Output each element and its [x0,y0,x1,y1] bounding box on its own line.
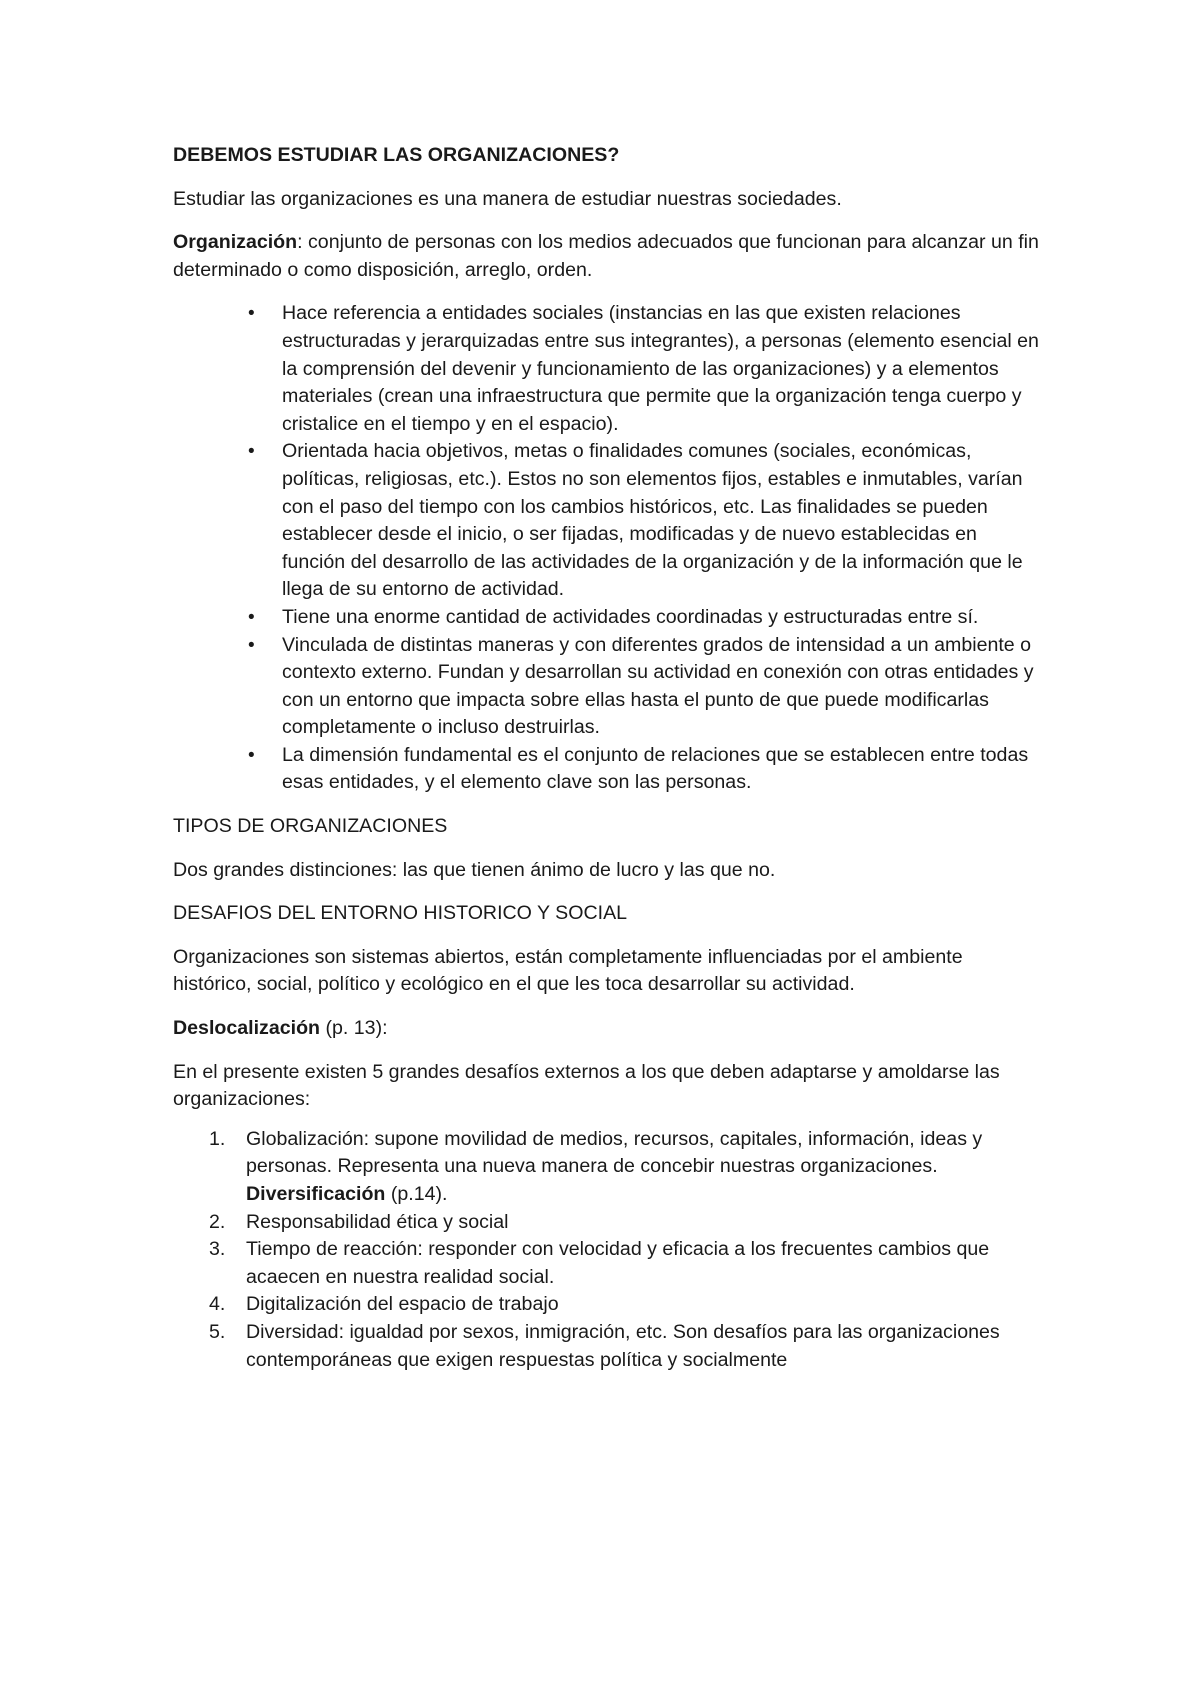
list-item: • La dimensión fundamental es el conjunto de relaciones que se establecen entre todas esas entidades, y el elemento clave son las personas. [282,742,1043,797]
list-number: 3. [209,1238,226,1261]
list-item: • Hace referencia a entidades sociales (instancias en las que existen relaciones estructuradas y jerarquizadas entre sus integrantes), a personas (elemento esencial en la comprensión del devenir y funcionamiento de las organizaciones) y a elementos materiales (crean una infraestructura que permite que la organización tenga cuerpo y cristalice en el tiempo y en el espacio). [282,300,1043,438]
list-item: • Vinculada de distintas maneras y con diferentes grados de intensidad a un ambiente o contexto externo. Fundan y desarrollan su actividad en conexión con otras entidades y con un entorno que impacta sobre ellas hasta el punto de que puede modificarlas completamente o incluso destruirlas. [282,632,1043,742]
list-item-text: Digitalización del espacio de trabajo [246,1293,559,1316]
list-number: 1. [209,1127,226,1150]
list-item-text: Responsabilidad ética y social [246,1210,509,1233]
desafios-heading: DESAFIOS DEL ENTORNO HISTORICO Y SOCIAL [173,902,628,925]
list-item [209,1126,1043,1209]
list-number: 4. [209,1293,226,1316]
definition-paragraph [173,229,1043,284]
list-item-text: Diversidad: igualdad por sexos, inmigración, etc. Son desafíos para las organizaciones contemporáneas que exigen respuestas política y socialmente [246,1320,1000,1371]
characteristics-list [173,300,1043,797]
tipos-paragraph: Dos grandes distinciones: las que tienen ánimo de lucro y las que no. [173,858,776,881]
deslocalizacion-term: Deslocalización [173,1017,321,1040]
list-item-after: (p.14). [385,1183,448,1205]
list-item: • Tiene una enorme cantidad de actividades coordinadas y estructuradas entre sí. [282,604,1043,632]
tipos-heading: TIPOS DE ORGANIZACIONES [173,815,448,838]
list-item [209,1209,1043,1237]
deslocalizacion-paragraph [173,1015,1043,1043]
list-item [209,1291,1043,1319]
list-item-text: Tiempo de reacción: responder con velocidad y eficacia a los frecuentes cambios que acaecen en nuestra realidad social. [246,1238,990,1288]
list-item [209,1319,1043,1374]
list-item: • Orientada hacia objetivos, metas o finalidades comunes (sociales, económicas, políticas, religiosas, etc.). Estos no son elementos fijos, estables e inmutables, varían con el paso del tiempo con los cambios históricos, etc. Las finalidades se pueden establecer desde el inicio, o ser fijadas, modificadas y de nuevo establecidas en función del desarrollo de las actividades de la organización y de la información que le llega de su entorno de actividad. [282,438,1043,604]
list-item [209,1236,1043,1291]
document-title: DEBEMOS ESTUDIAR LAS ORGANIZACIONES? [173,144,620,166]
list-number: 5. [209,1320,226,1343]
deslocalizacion-ref: (p. 13): [320,1017,388,1040]
retos-intro-paragraph: En el presente existen 5 grandes desafíos externos a los que deben adaptarse y amoldarse las organizaciones: [173,1060,1000,1111]
list-number: 2. [209,1210,226,1233]
document-page [173,142,1043,1374]
list-item-text: Globalización: supone movilidad de medios, recursos, capitales, información, ideas y personas. Representa una nueva manera de concebir nuestras organizaciones. [246,1127,983,1178]
intro-paragraph: Estudiar las organizaciones es una manera de estudiar nuestras sociedades. [173,187,842,210]
definition-term: Organización [173,231,298,254]
list-item-bold: Diversificación [246,1183,386,1205]
desafios-paragraph: Organizaciones son sistemas abiertos, están completamente influenciadas por el ambiente histórico, social, político y ecológico en el que les toca desarrollar su actividad. [173,945,963,996]
definition-text: : conjunto de personas con los medios adecuados que funcionan para alcanzar un fin determinado o como disposición, arreglo, orden. [173,231,1039,281]
challenges-list [173,1126,1043,1374]
